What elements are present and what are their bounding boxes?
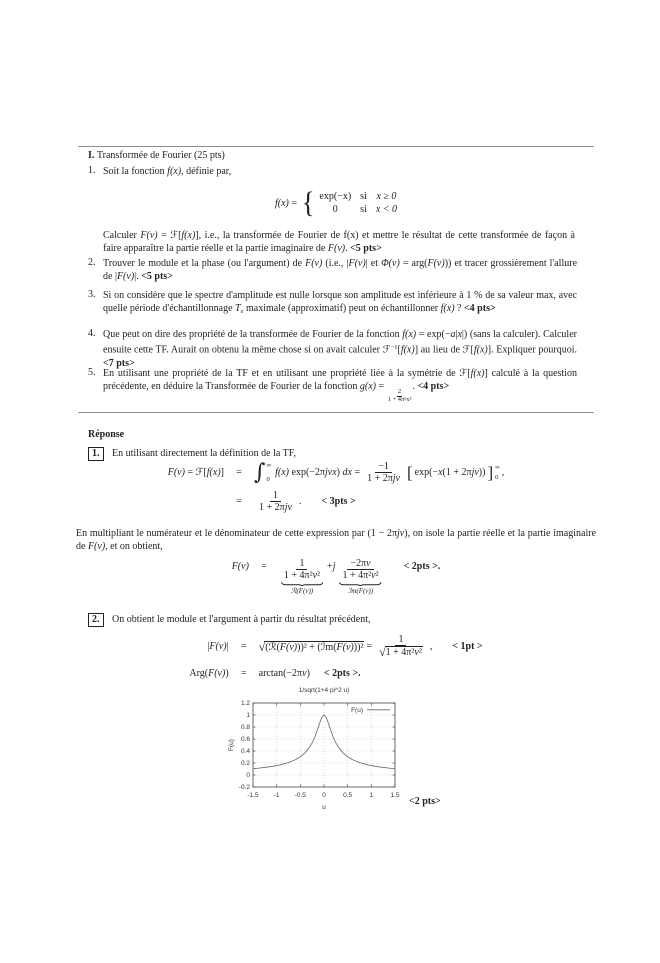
eq3-fraction [376, 634, 426, 659]
answer-heading: Réponse [88, 429, 125, 440]
bracket-upper: ∞ [495, 464, 500, 471]
eq1-equals: = [236, 467, 242, 478]
y-tick-label: 0 [246, 772, 250, 780]
eq3-comma: , [429, 641, 433, 652]
x-tick-label: 1 [369, 792, 374, 799]
eq3-equals-mid: = [366, 641, 373, 652]
integral [254, 459, 272, 485]
eq3-frac-num: 1 [395, 634, 406, 646]
eq1-comma: , [501, 467, 505, 478]
right-bracket: ] [487, 462, 494, 482]
eq2-frac2-num: −2πν [347, 558, 373, 570]
case-value-2: 0 [332, 203, 338, 215]
plot-title: 1/sqrt(1+4 pi^2 u) [298, 687, 350, 694]
x-tick-label: -0.5 [294, 792, 306, 799]
cases-expression [274, 186, 398, 219]
underbrace-icon [339, 582, 381, 586]
eq2-frac1-den: 1 + 4π²ν² [283, 570, 321, 581]
equation-3 [78, 634, 594, 679]
x-tick-label: -1.5 [247, 792, 259, 799]
eq3-equals-2: = [240, 668, 247, 679]
eq1-fraction-a [364, 461, 403, 484]
question-3 [88, 289, 577, 318]
question-1-intro: Soit la fonction f(x), définie par, [103, 166, 232, 177]
y-tick-label: 0.2 [240, 760, 250, 768]
plot-points-label: <2 pts> [409, 796, 441, 807]
bracket-limits [495, 464, 500, 481]
real-part-label: ℛ(F(ν)) [290, 587, 314, 595]
answer-2-number: 2. [88, 613, 104, 627]
y-tick-label: 1 [246, 712, 250, 720]
x-axis-label: u [322, 804, 326, 811]
question-1 [88, 165, 577, 178]
question-3-text: Si on considère que le spectre d'amplitude est nulle lorsque son amplitude est inférieure à 1 % de sa valeur max, avec quelle période d'échantillonnage $T_e$ maximale (approximatif) peut on échantillonner f(x) ? <4 pts> [103, 290, 577, 315]
y-tick-label: -0.2 [238, 784, 250, 792]
eq1-points: < 3pts > [321, 496, 356, 507]
x-tick-label: 1.5 [390, 792, 400, 799]
top-divider [78, 146, 594, 147]
eq1-frac-a-den: 1 + 2πjν [367, 473, 400, 484]
question-4-text: Que peut on dire des propriété de la transformée de Fourier de la fonction f(x) = exp(−a|x|) (sans la calculer). Calculer ensuite cette TF. Aurait on obtenu la même chose si on avait calculer ℱ$^{-1}$[f(x)] au lieu de ℱ[f(x)]. Expliquer pourquoi. <7 pts> [103, 329, 577, 369]
real-part-group [279, 558, 325, 595]
answer-2-line [88, 613, 370, 627]
eq3-points-2: < 2pts >. [323, 668, 361, 679]
cases-equation [78, 186, 594, 219]
eq1-fraction-b [256, 490, 295, 513]
case-si-2: si [360, 203, 367, 215]
x-tick-label: 0 [322, 792, 326, 799]
y-axis-label: F(u) [228, 739, 235, 751]
eq2-frac1-num: 1 [296, 558, 307, 570]
case-cond-1: x ≥ 0 [376, 190, 397, 202]
case-si-1: si [360, 190, 367, 202]
eq1-equals-2: = [236, 496, 242, 507]
question-2-text: Trouver le module et la phase (ou l'argument) de F(ν) (i.e., |F(ν)| et Φ(ν) = arg(F(ν))) et tracer grossièrement l'allure de |F(ν)|. <5 pts> [103, 258, 578, 282]
eq3-frac-den [376, 646, 426, 659]
eq1-frac-a-num: −1 [375, 461, 392, 473]
eq3-arctan: arctan(−2πν) [258, 668, 310, 679]
answer-1-line [88, 447, 296, 461]
legend-label: F(u) [351, 707, 363, 714]
question-2 [88, 257, 577, 283]
radical-sign: √ [258, 639, 266, 654]
case-cond-2: x < 0 [375, 203, 398, 215]
radical-content: (ℛ(F(ν)))² + (ℐm(F(ν)))² [265, 641, 364, 653]
eq1-frac-b-den: 1 + 2πjν [259, 502, 292, 513]
cases-table [319, 191, 397, 216]
case-value-1: exp(−x) [319, 190, 352, 202]
eq2-equals: = [261, 560, 267, 572]
fourier-magnitude-plot [225, 682, 405, 815]
radical-content: 1 + 4π²ν² [385, 647, 422, 658]
radical-2 [379, 646, 423, 658]
x-tick-label: 0.5 [343, 792, 353, 799]
eq2-lhs: F(ν) [231, 560, 249, 572]
question-5-text: En utilisant une propriété de la TF et en utilisant une propriété liée à la symétrie de ℱ[f(x)] calculé à la question précédente, en déduire la Transformée de Fourier de la fonction g(x) = $\frac{2}{\text{1 + 4π²x²}}$ . <4 pts> [103, 368, 577, 403]
eq3-rhs-1 [259, 634, 483, 659]
eq1-rhs-line2 [254, 490, 356, 513]
eq1-rhs-line1 [254, 461, 504, 484]
cases-brace: { [301, 186, 315, 219]
eq1-period: . [298, 496, 302, 507]
question-2-number: 2. [88, 257, 96, 268]
eq3-rhs-2 [259, 668, 361, 679]
eq1-frac-b-num: 1 [270, 490, 281, 502]
inline-fraction: $\frac{2}{\text{1 + 4π²x²}}$ [387, 388, 412, 403]
question-4 [88, 328, 577, 370]
eq2-rhs [279, 558, 441, 595]
cases-lhs: f(x) = [274, 197, 297, 209]
question-1-text: Calculer F(ν) = ℱ[f(x)], i.e., la transformée de Fourier de f(x) et mettre le résultat de cette transformée de façon à faire apparaître la partie réelle et la partie imaginaire de F(ν). <5 pts> [103, 230, 575, 254]
answer-1-number: 1. [88, 447, 104, 461]
eq2-points: < 2pts >. [403, 560, 441, 572]
imag-part-label: ℐm(F(ν)) [348, 587, 374, 595]
underbrace-icon [281, 582, 323, 586]
answer-1-intro: En utilisant directement la définition de la TF, [112, 448, 296, 459]
eq3-equals-1: = [240, 641, 247, 652]
y-tick-label: 0.6 [240, 736, 250, 744]
eq1-integrand: f(x) exp(−2πjνx) dx = [275, 467, 361, 478]
bracket-lower: 0 [495, 474, 499, 481]
equation-1 [78, 461, 594, 513]
equation-2 [78, 558, 594, 596]
eq2-fraction-2 [339, 558, 381, 581]
left-bracket: [ [407, 462, 413, 482]
radical-sign: √ [379, 645, 386, 659]
question-3-number: 3. [88, 289, 96, 300]
imag-part-group [337, 558, 383, 595]
multiply-paragraph: En multipliant le numérateur et le dénominateur de cette expression par (1 − 2πjν), on isole la partie réelle et la partie imaginaire de F(ν), et on obtient, [76, 528, 596, 552]
question-1-number: 1. [88, 165, 96, 176]
mid-divider [78, 412, 594, 413]
question-5 [88, 367, 577, 403]
integral-upper: ∞ [266, 462, 272, 469]
y-tick-label: 1.2 [240, 700, 250, 708]
eq1-bracket-content: exp(−x(1 + 2πjν)) [414, 467, 486, 478]
radical-1 [259, 641, 365, 653]
integral-symbol: ∫ [254, 459, 266, 485]
section-heading: I. Transformée de Fourier (25 pts) [88, 150, 225, 161]
integral-limits [266, 462, 271, 483]
question-4-number: 4. [88, 328, 96, 339]
eq2-fraction-1 [281, 558, 323, 581]
eq2-frac2-den: 1 + 4π²ν² [342, 570, 379, 581]
x-tick-label: -1 [273, 792, 280, 799]
eq3-lhs-1: |F(ν)| [207, 641, 229, 652]
y-tick-label: 0.4 [240, 748, 250, 756]
eq3-lhs-2: Arg(F(ν)) [189, 668, 229, 679]
eq3-points-1: < 1pt > [452, 641, 483, 652]
question-5-number: 5. [88, 367, 96, 378]
answer-2-intro: On obtient le module et l'argument à partir du résultat précédent, [112, 614, 371, 625]
integral-lower: 0 [266, 476, 270, 483]
eq1-lhs: F(ν) = ℱ[f(x)] [167, 467, 225, 478]
y-tick-label: 0.8 [240, 724, 250, 732]
eq2-plus-j: +j [327, 560, 336, 572]
